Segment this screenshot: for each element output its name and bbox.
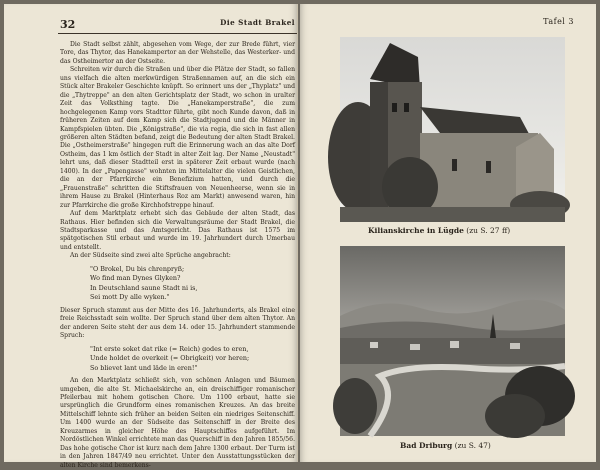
page-number: 32 bbox=[60, 18, 76, 31]
caption-title: Bad Driburg bbox=[400, 441, 453, 450]
paragraph: An den Marktplatz schließt sich, von schönen Anlagen und Bäumen umgeben, die alte St. Michaelskirche an, ein dreischiffiger romanischer Pfeilerbau mit hohem gotischen Chore. Um 1100 erbaut, hatte sie ursprünglich die Grundform eines romanischen Kreuzes. An das breite Mittelschiff lehnte sich früher an beiden Seiten ein niedriges Seitenschiff. Um 1400 wurde an der Südseite das Seitenschiff in der Breite des Kreuzarmes in gleicher Höhe des Hauptschiffes aufgeführt. Im Nordöstlichen Winkel errichtete man das Querschiff in den Jahren 1855/56. Das hohe gotische Chor ist kurz nach dem Jahre 1300 erbaut. Der Turm ist in den Jahren 1847/49 neu errichtet. Unter den Ausstattungsstücken der alten Kirche sind bemerkens- bbox=[60, 377, 295, 469]
landscape-photo bbox=[340, 246, 565, 436]
church-photo-caption bbox=[368, 226, 510, 235]
body-text bbox=[60, 41, 295, 470]
paragraph: An der Südseite sind zwei alte Sprüche angebracht: bbox=[70, 252, 231, 260]
paragraph: Dieser Spruch stammt aus der Mitte des 16. Jahrhunderts, als Brakel eine freie Reichsstadt sein wollte. Der Spruch stand über dem alten Thytor. An der anderen Seite steht der aus dem 14. oder 15. Jahrhundert stammende Spruch: bbox=[60, 306, 295, 340]
left-page bbox=[4, 4, 298, 469]
caption-title: Kilianskirche in Lügde bbox=[368, 226, 464, 235]
verse-quote-1 bbox=[90, 265, 295, 303]
verse-line: Sei mott Dy alle wyken." bbox=[90, 293, 170, 302]
caption-reference: (zu S. 27 ff) bbox=[466, 226, 511, 235]
right-page bbox=[300, 4, 596, 462]
running-title: Die Stadt Brakel bbox=[220, 18, 295, 27]
landscape-photo-caption bbox=[400, 441, 491, 450]
verse-quote-2 bbox=[90, 345, 295, 374]
church-photo-illustration bbox=[340, 37, 565, 222]
verse-line: Unde holdet de overkeit (= Obrigkeit) vor heren; bbox=[90, 354, 250, 363]
verse-line: In Deutschland saune Stadt ni is, bbox=[90, 283, 198, 292]
verse-line: Wo find man Dynes Glyken? bbox=[90, 274, 181, 283]
plate-label: Tafel 3 bbox=[543, 17, 574, 26]
header-rule bbox=[58, 33, 297, 34]
paragraph: Auf dem Marktplatz erhebt sich das Gebäude der alten Stadt, das Rathaus. Hier befinden sich die Verwaltungsräume der Stadt Brakel, die Stadtsparkasse und das Amtsgericht. Das Rathaus ist 1575 im spätgotischen Stil erbaut und wurde im 19. Jahrhundert durch Umerbau und entstellt. bbox=[60, 210, 295, 251]
paragraph: Schreiten wir durch die Straßen und über die Plätze der Stadt, so fallen uns vielfach die alten merkwürdigen Straßennamen auf, an die sich ein Stück alter Brakeler Geschichte knüpft. So erinnert uns der „Thyplatz" und die „Thytreppe" an den alten Gerichtsplatz der Stadt, wo schon in uralter Zeit das Volksthing tagte. Die „Hanekamperstraße", die zum hochgelegenen Kamp vors Stadttor führte, gibt noch Kunde davon, daß in früheren Zeiten auf dem Kamp sich die Stadtjugend und die Männer in Kampfspielen übten. Die „Königstraße", die via regia, die sich in fast allen größeren alten Städten befand, zeigt die Bedeutung der alten Stadt Brakel. Die „Ostheimerstraße" hingegen ruft die Erinnerung wach an das alte Dorf Ostheim, das 1 km östlich der Stadt in alter Zeit lag. Der Name „Neustadt" lehrt uns, daß dieser Stadtteil erst in späterer Zeit erbaut wurde (nach 1400). In der „Papengasse" wohnten im Mittelalter die vielen Geistlichen, die an der Pfarrkirche ein Benefizium hatten, und durch die „Frauenstraße" schritten die Stiftsfrauen von Neuenheerse, wenn sie in ihrem Hause zu Brakel (Hinterhaus Roz am Markt) anwesend waren, hin zur Pfarrkirche die große Kirchhofstreppe hinauf. bbox=[60, 66, 295, 209]
paragraph: Die Stadt selbst zählt, abgesehen vom Wege, der zur Brede führt, vier Tore, das Thytor, das Hanekampertor an der Wehstelle, das Westerker- und das Ostheimertor an der Ostseite. bbox=[60, 41, 295, 65]
landscape-photo-illustration bbox=[340, 246, 565, 436]
verse-line: "Int erste soket dat rike (= Reich) godes to eren, bbox=[90, 344, 249, 353]
verse-line: "O Brokel, Du bis chrenpryß; bbox=[90, 264, 185, 273]
caption-reference: (zu S. 47) bbox=[454, 441, 491, 450]
verse-line: So blievet lant und läde in eren!" bbox=[90, 363, 198, 372]
church-photo bbox=[340, 37, 565, 222]
